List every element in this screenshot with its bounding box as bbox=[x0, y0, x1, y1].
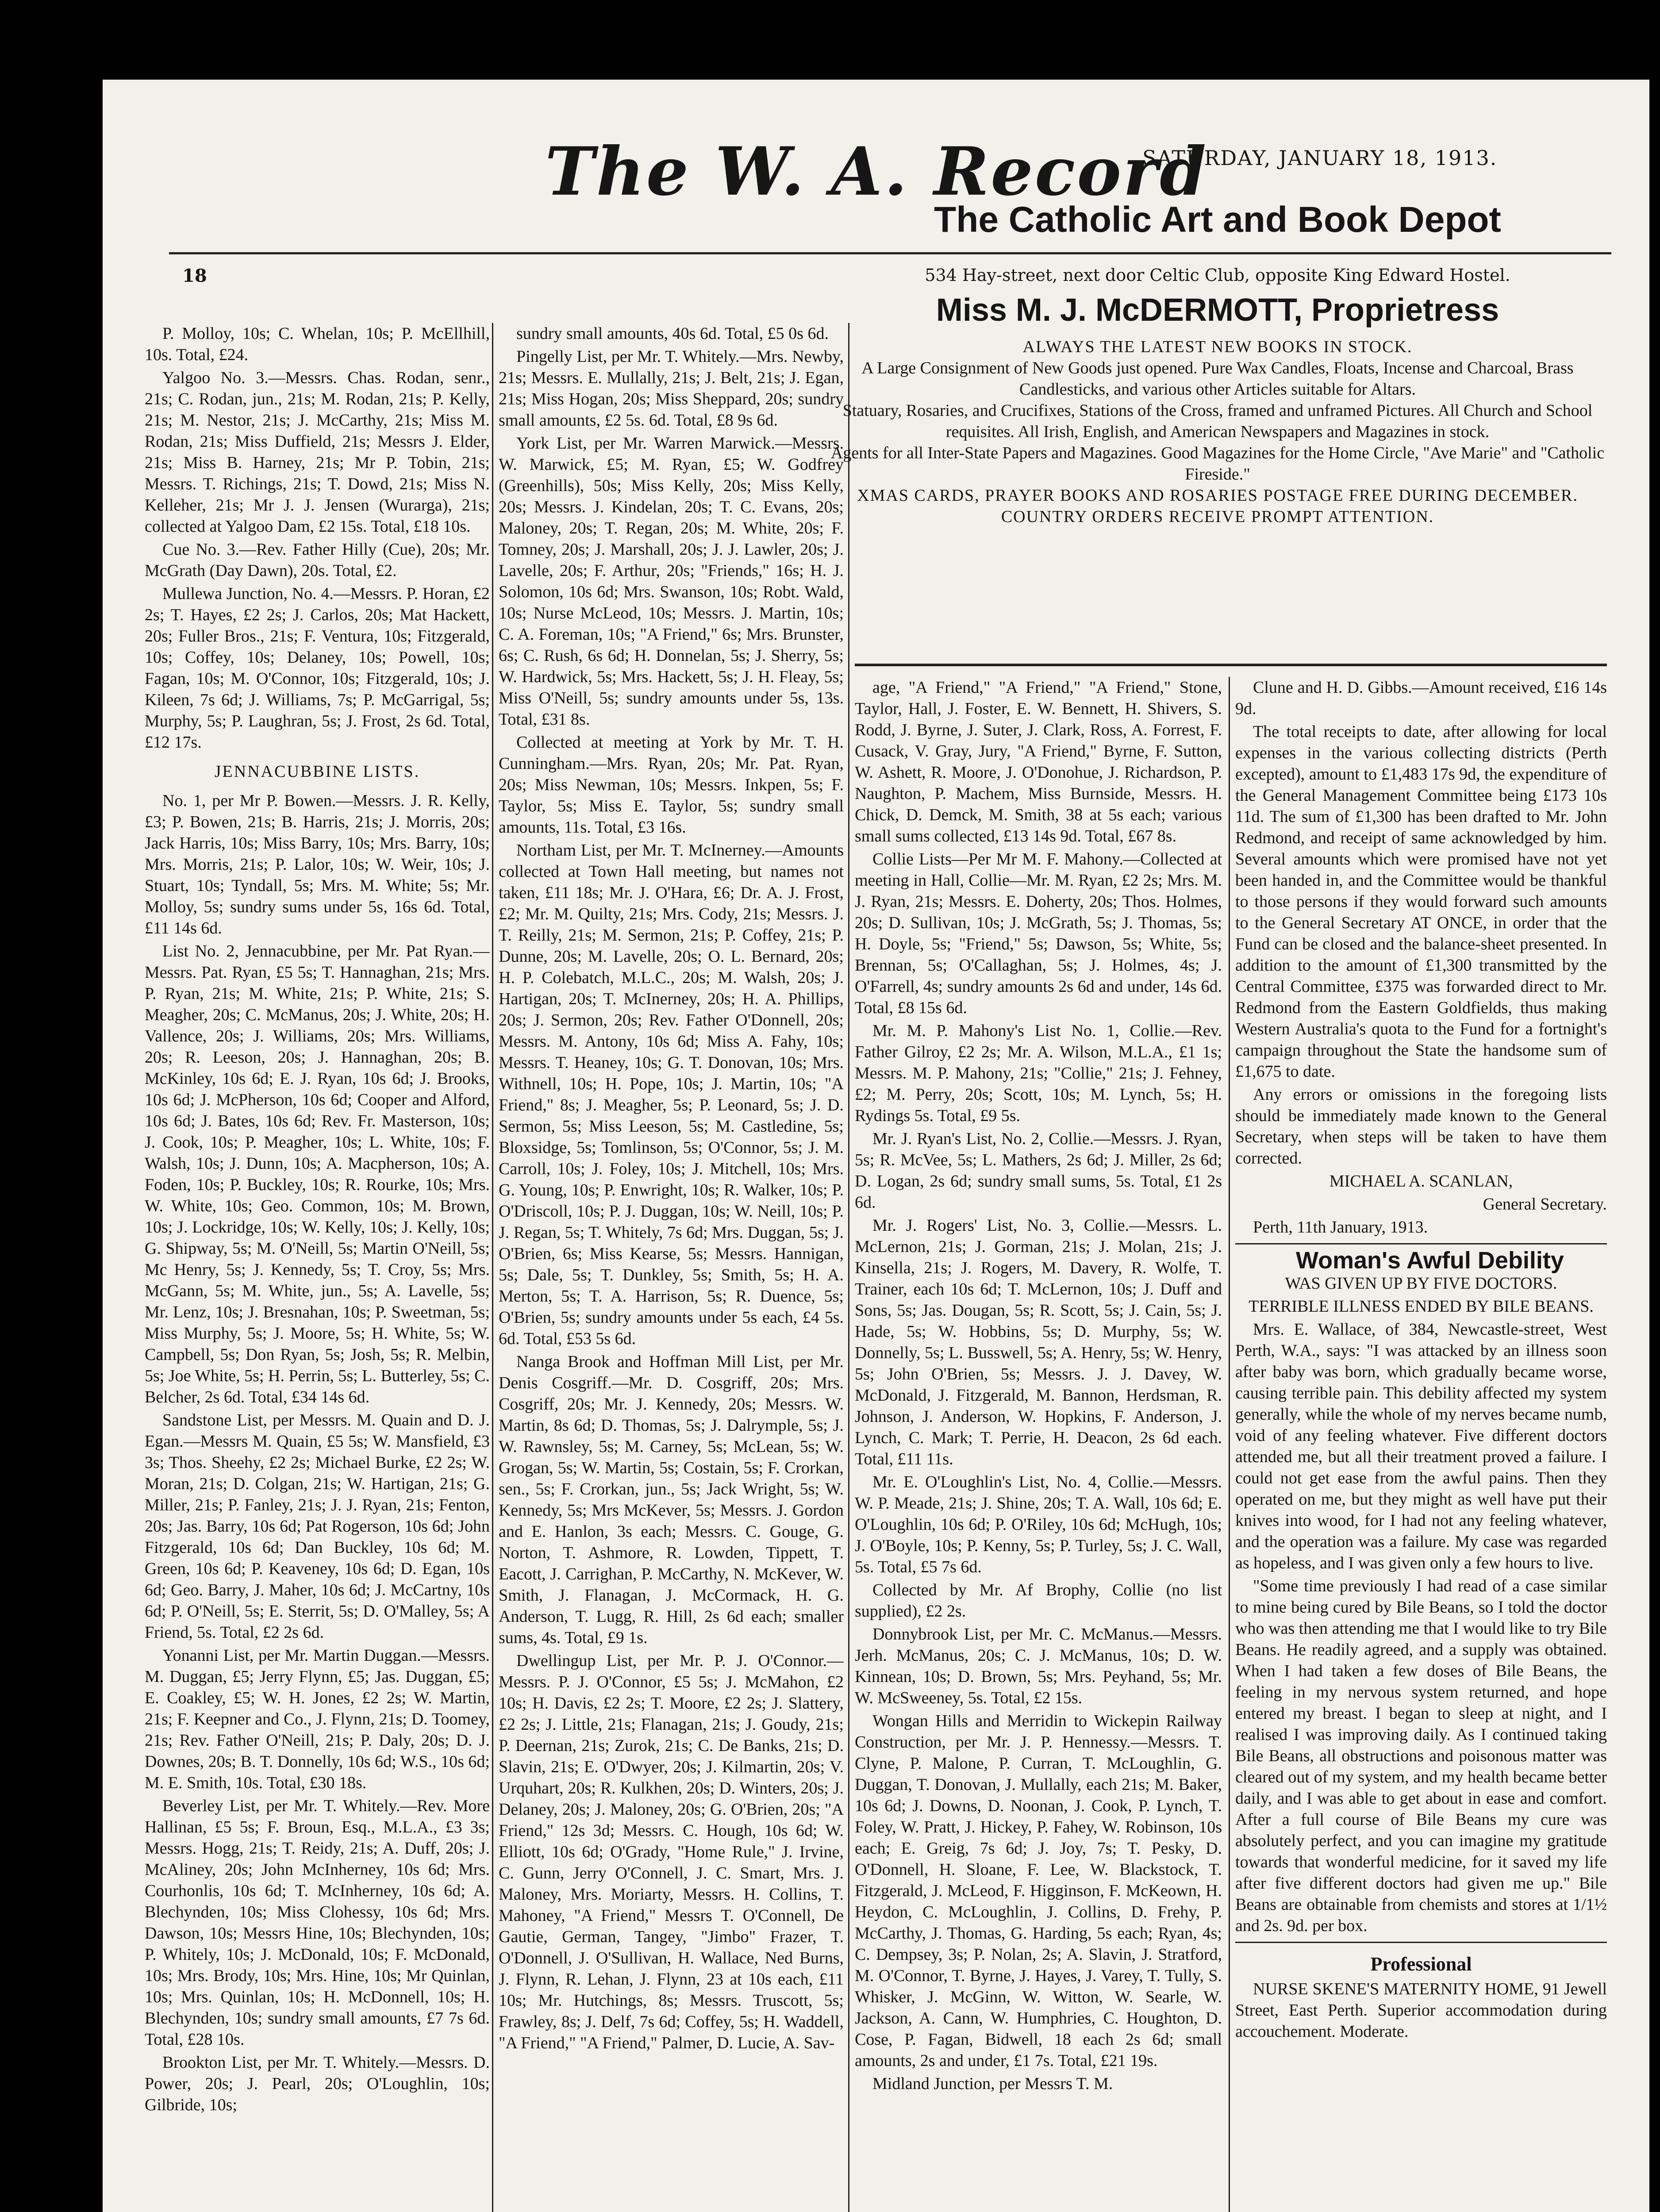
col4-para: The total receipts to date, after allowing for local expenses in the various collecting districts (Perth excepted), amount to £1,483 17s 9d, the expenditure of the General Management Committee being £173 10s 11d. The sum of £1,300 has been drafted to Mr. John Redmond, and receipt of same acknowledged by him. Several amounts which were promised have not yet been handed in, and the Committee would be thankful to those persons if they would forward such amounts to the General Secretary AT ONCE, in order that the Fund can be closed and the balance-sheet presented. In addition to the amount of £1,300 transmitted by the Central Committee, £375 was forwarded direct to Mr. Redmond from the Eastern Goldfields, thus making Western Australia's quota to the Fund for a fortnight's campaign throughout the State the handsome sum of £1,675 to date. bbox=[1235, 722, 1607, 1081]
section-rule bbox=[1235, 1942, 1607, 1943]
ad-title: The Catholic Art and Book Depot bbox=[934, 200, 1501, 240]
ad-line: XMAS CARDS, PRAYER BOOKS AND ROSARIES POSTAGE FREE DURING DECEMBER. bbox=[857, 486, 1578, 505]
ad-line: A Large Consignment of New Goods just opened. Pure Wax Candles, Floats, Incense and Charcoal, Brass Candlesticks, and various other Articles suitable for Altars. bbox=[861, 359, 1574, 399]
col1-para: Beverley List, per Mr. T. Whitely.—Rev. More Hallinan, £5 5s; F. Broun, Esq., M.L.A., £3 3s; Messrs. Hogg, 21s; T. Reidy, 21s; A. Duff, 20s; J. McAliney, 20s; John McInherney, 10s 6d; Mrs. Courhonlis, 10s 6d; T. McInherney, 10s 6d; A. Blechynden, 10s; Miss Clohessy, 10s 6d; Mrs. Dawson, 10s; Messrs Hine, 10s; Blechynden, 10s; P. Whitely, 10s; J. McDonald, 10s; F. McDonald, 10s; Mrs. Brody, 10s; Mrs. Hine, 10s; Mr Quinlan, 10s; Mrs. Quinlan, 10s; H. McDonnell, 10s; H. Blechynden, 10s; sundry small amounts, £7 7s 6d. Total, £28 10s. bbox=[145, 1797, 490, 2049]
col1-para: P. Molloy, 10s; C. Whelan, 10s; P. McEllhill, 10s. Total, £24. bbox=[145, 324, 490, 364]
signature-date: Perth, 11th January, 1913. bbox=[1253, 1218, 1428, 1237]
column-2 bbox=[499, 323, 844, 2212]
section-heading: JENNACUBBINE LISTS. bbox=[214, 762, 420, 781]
column-rule bbox=[848, 323, 849, 2212]
ad-line: Agents for all Inter-State Papers and Magazines. Good Magazines for the Home Circle, "Ave Marie" and "Catholic Fireside." bbox=[830, 444, 1605, 484]
col1-para: Sandstone List, per Messrs. M. Quain and D. J. Egan.—Messrs M. Quain, £5 5s; W. Mansfield, £3 3s; Thos. Sheehy, £2 2s; Michael Burke, £2 2s; W. Moran, 21s; D. Colgan, 21s; W. Hartigan, 21s; G. Miller, 21s; P. Fanley, 21s; J. J. Ryan, 21s; Fenton, 20s; Jas. Barry, 10s 6d; Pat Rogerson, 10s 6d; John Fitzgerald, 10s 6d; Dan Buckley, 10s 6d; M. Green, 10s 6d; P. Keaveney, 10s 6d; D. Egan, 10s 6d; Geo. Barry, J. Maher, 10s 6d; J. McCartny, 10s 6d; P. O'Neill, 5s; E. Sterrit, 5s; D. O'Malley, 5s; A Friend, 5s. Total, £2 2s 6d. bbox=[145, 1411, 490, 1642]
ad-line: COUNTRY ORDERS RECEIVE PROMPT ATTENTION. bbox=[1001, 507, 1434, 526]
ad-rule bbox=[855, 664, 1607, 666]
col4-para: Clune and H. D. Gibbs.—Amount received, £16 14s 9d. bbox=[1235, 678, 1607, 718]
col1-para: List No. 2, Jennacubbine, per Mr. Pat Ryan.—Messrs. Pat. Ryan, £5 5s; T. Hannaghan, 21s; Mrs. P. Ryan, 21s; M. White, 21s; P. White, 21s; S. Meagher, 20s; C. McManus, 20s; J. White, 20s; H. Vallence, 20s; J. Williams, 20s; Mrs. Williams, 20s; R. Leeson, 20s; J. Hannaghan, 20s; B. McKinley, 10s 6d; E. J. Ryan, 10s 6d; J. Brooks, 10s 6d; J. McPherson, 10s 6d; Cooper and Alford, 10s 6d; J. Bates, 10s 6d; Rev. Fr. Masterson, 10s; J. Cook, 10s; P. Meagher, 10s; L. White, 10s; F. Walsh, 10s; J. Dunn, 10s; A. Macpherson, 10s; A. Foden, 10s; P. Buckley, 10s; R. Rourke, 10s; Mrs. W. White, 10s; Geo. Common, 10s; M. Brown, 10s; J. Lockridge, 10s; W. Kelly, 10s; J. Kelly, 10s; G. Shipway, 5s; M. O'Neill, 5s; Martin O'Neill, 5s; Mc Henry, 5s; J. Kennedy, 5s; T. Croy, 5s; Mrs. McGann, 5s; M. White, jun., 5s; A. Lavelle, 5s; Mr. Lenz, 10s; J. Bresnahan, 10s; P. Sweetman, 5s; Miss Murphy, 5s; J. Moore, 5s; H. White, 5s; W. Campbell, 5s; Don Ryan, 5s; Josh, 5s; R. Melbin, 5s; Joe White, 5s; H. Perrin, 5s; L. Butterley, 5s; C. Belcher, 2s 6d. Total, £34 14s 6d. bbox=[145, 942, 490, 1406]
col1-para: Brookton List, per Mr. T. Whitely.—Messrs. D. Power, 20s; J. Pearl, 20s; O'Loughlin, 10s; Gilbride, 10s; bbox=[145, 2053, 490, 2114]
col3-para: Wongan Hills and Merridin to Wickepin Railway Construction, per Mr. J. P. Hennessy.—Messrs. T. Clyne, P. Malone, P. Curran, T. McLoughlin, G. Duggan, T. Donovan, J. Mullally, each 21s; M. Baker, 10s 6d; J. Downs, D. Noonan, J. Cook, P. Lynch, T. Foley, W. Pratt, J. Hickey, P. Fahey, W. Robinson, 10s each; E. Greig, 7s 6d; J. Joy, 7s; T. Pesky, D. O'Donnell, H. Sloane, F. Lee, W. Blackstock, T. Fitzgerald, J. McLeod, F. Higginson, F. McKeown, H. Heydon, C. McLoughlin, J. Collins, D. Frehy, P. McCarthy, J. Thomas, G. Harding, 5s each; Ryan, 4s; C. Dempsey, 3s; P. Nolan, 2s; A. Slavin, J. Stratford, M. O'Connor, T. Byrne, J. Hayes, J. Varey, T. Tully, S. Whisker, J. McGinn, W. Witton, W. Searle, W. Jackson, A. Cann, W. Humphries, C. Houghton, D. Cose, P. Fagan, Bidwell, 18 each 2s 6d; small amounts, 2s and under, £1 7s. Total, £21 19s. bbox=[855, 1712, 1222, 2070]
col3-para: Mr. J. Rogers' List, No. 3, Collie.—Messrs. L. McLernon, 21s; J. Gorman, 21s; J. Molan, 21s; J. Kinsella, 21s; J. Rogers, M. Davery, R. Wolfe, T. Trainer, each 10s 6d; T. McLernon, 10s; J. Duff and Sons, 5s; Jas. Dougan, 5s; R. Scott, 5s; J. Cain, 5s; J. Hade, 5s; W. Hobbins, 5s; D. Murphy, 5s; W. Donnelly, 5s; L. Busswell, 5s; A. Henry, 5s; W. Henry, 5s; John O'Brien, 5s; Messrs. J. J. Davey, W. McDonald, J. Fitzgerald, M. Bannon, Herdsman, R. Johnson, J. Anderson, W. Hopkins, F. Anderson, J. Lynch, C. Mark; T. Perrie, H. Deacon, 2s 6d each. Total, £11 11s. bbox=[855, 1216, 1222, 1468]
ad-line: Statuary, Rosaries, and Crucifixes, Stations of the Cross, framed and unframed Pictures. All Church and School requisites. All Irish, English, and American Newspapers and Magazines in stock. bbox=[842, 401, 1593, 441]
masthead: The W. A. Record bbox=[545, 133, 1208, 211]
signature-title: General Secretary. bbox=[1483, 1195, 1607, 1214]
ad-address: 534 Hay-street, next door Celtic Club, opposite King Edward Hostel. bbox=[925, 265, 1510, 285]
debility-title: Woman's Awful Debility bbox=[1296, 1247, 1564, 1274]
page-number: 18 bbox=[182, 265, 207, 286]
professional-notice: NURSE SKENE'S MATERNITY HOME, 91 Jewell Street, East Perth. Superior accommodation during accouchement. Moderate. bbox=[1235, 1980, 1607, 2041]
col2-para: sundry small amounts, 40s 6d. Total, £5 0s 6d. bbox=[516, 324, 829, 343]
debility-subhead: TERRIBLE ILLNESS ENDED BY BILE BEANS. bbox=[1249, 1297, 1594, 1316]
section-rule bbox=[1235, 1243, 1607, 1244]
col1-para: Mullewa Junction, No. 4.—Messrs. P. Horan, £2 2s; T. Hayes, £2 2s; J. Carlos, 20s; Mat Hackett, 20s; Fuller Bros., 21s; F. Ventura, 10s; Fitzgerald, 10s; Coffey, 10s; Delaney, 10s; Powell, 10s; Fagan, 10s; M. O'Connor, 10s; Fitzgerald, 10s; J. Kileen, 7s 6d; J. Williams, 7s; P. McGarrigal, 5s; Murphy, 5s; P. Laughran, 5s; J. Frost, 2s 6d. Total, £12 17s. bbox=[145, 584, 490, 752]
col2-para: Collected at meeting at York by Mr. T. H. Cunningham.—Mrs. Ryan, 20s; Mr. Pat. Ryan, 20s; Miss Newman, 10s; Messrs. Inkpen, 5s; F. Taylor, 5s; Miss E. Taylor, 5s; sundry small amounts, 11s. Total, £3 16s. bbox=[499, 733, 844, 837]
col2-para: Dwellingup List, per Mr. P. J. O'Connor.—Messrs. P. J. O'Connor, £5 5s; J. McMahon, £2 10s; H. Davis, £2 2s; T. Moore, £2 2s; J. Slattery, £2 2s; J. Little, 21s; Flanagan, 21s; J. Goudy, 21s; P. Deernan, 21s; Zurok, 21s; C. De Banks, 21s; D. Slavin, 21s; E. O'Dwyer, 20s; J. Kilmartin, 20s; V. Urquhart, 20s; R. Kulkhen, 20s; D. Winters, 20s; J. Delaney, 20s; J. Maloney, 20s; G. O'Brien, 20s; "A Friend," 12s 3d; Messrs. C. Hough, 10s 6d; W. Elliott, 10s 6d; O'Grady, "Home Rule," J. Irvine, C. Gunn, Jerry O'Connell, J. C. Smart, Mrs. J. Maloney, Mrs. Moriarty, Messrs. H. Collins, T. Mahoney, "A Friend," Messrs T. O'Connell, De Gautie, German, Tangey, "Jimbo" Frazer, T. O'Donnell, J. O'Sullivan, H. Wallace, Ned Burns, J. Flynn, R. Lehan, J. Flynn, 23 at 10s each, £11 10s; Mr. Hutchings, 8s; Messrs. Truscott, 5s; Frawley, 8s; J. Delf, 7s 6d; Coffey, 5s; H. Waddell, "A Friend," "A Friend," Palmer, D. Lucie, A. Sav- bbox=[499, 1651, 844, 2052]
col2-para: Nanga Brook and Hoffman Mill List, per Mr. Denis Cosgriff.—Mr. D. Cosgriff, 20s; Mrs. Cosgriff, 20s; Mr. J. Kennedy, 20s; Messrs. W. Martin, 8s 6d; D. Thomas, 5s; J. Dalrymple, 5s; J. W. Rawnsley, 5s; M. Carney, 5s; McLean, 5s; W. Grogan, 5s; W. Martin, 5s; Costain, 5s; F. Crorkan, sen., 5s; F. Crorkan, jun., 5s; Jack Wright, 5s; W. Kennedy, 5s; Mrs McKever, 5s; Messrs. J. Gordon and E. Hanlon, 3s each; Messrs. C. Gouge, G. Norton, T. Ashmore, R. Lowden, Tippett, T. Eacott, J. Carrighan, P. McCarthy, N. McKever, W. Smith, J. Flanagan, J. McCormack, H. G. Anderson, T. Lugg, R. Hill, 2s 6d each; smaller sums, 4s. Total, £9 1s. bbox=[499, 1352, 844, 1647]
col3-para: Collie Lists—Per Mr M. F. Mahony.—Collected at meeting in Hall, Collie—Mr. M. Ryan, £2 2s; Mrs. M. J. Ryan, 21s; Messrs. E. Doherty, 20s; Thos. Holmes, 20s; D. Sullivan, 10s; J. McGrath, 5s; J. Thomas, 5s; H. Doyle, 5s; "Friend," 5s; Dawson, 5s; White, 5s; Brennan, 5s; O'Callaghan, 5s; J. Holmes, 4s; J. O'Farrell, 4s; sundry amounts 2s 6d and under, 14s 6d. Total, £8 15s 6d. bbox=[855, 850, 1222, 1017]
col4-para: Any errors or omissions in the foregoing lists should be immediately made known to the General Secretary, when steps will be taken to have them corrected. bbox=[1235, 1085, 1607, 1167]
col2-para: Northam List, per Mr. T. McInerney.—Amounts collected at Town Hall meeting, but names not taken, £11 18s; Mr. J. O'Hara, £6; Dr. A. J. Frost, £2; Mr. M. Quilty, 21s; Mrs. Cody, 21s; Messrs. J. T. Reilly, 21s; M. Sermon, 21s; P. Coffey, 21s; P. Dunne, 20s; M. Lavelle, 20s; O. L. Bernard, 20s; H. P. Colebatch, M.L.C., 20s; M. Walsh, 20s; J. Hartigan, 20s; T. McInerney, 20s; H. A. Phillips, 20s; J. Sermon, 20s; Rev. Father O'Donnell, 20s; Messrs. M. Antony, 10s 6d; Miss A. Fahy, 10s; Messrs. T. Heaney, 10s; G. T. Donovan, 10s; Mrs. Withnell, 10s; H. Pope, 10s; J. Martin, 10s; "A Friend," 8s; J. Meagher, 5s; P. Leonard, 5s; J. D. Sermon, 5s; Miss Leeson, 5s; M. Castledine, 5s; Bloxsidge, 5s; Tomlinson, 5s; O'Connor, 5s; J. M. Carroll, 10s; J. Foley, 10s; J. Mitchell, 10s; Mrs. G. Young, 10s; P. Enwright, 10s; R. Walker, 10s; P. O'Driscoll, 10s; P. J. Duggan, 10s; W. Neill, 10s; P. J. Regan, 5s; T. Whitely, 7s 6d; Mrs. Duggan, 5s; J. O'Brien, 6s; Miss Kearse, 5s; Messrs. Hannigan, 5s; Dale, 5s; T. Dunkley, 5s; Smith, 5s; H. A. Merton, 5s; T. A. Harrison, 5s; R. Duence, 5s; O'Brien, 5s; sundry amounts under 5s each, £4 5s. 6d. Total, £53 5s 6d. bbox=[499, 841, 844, 1348]
masthead-rule bbox=[169, 252, 1611, 254]
col3-para: Mr. E. O'Loughlin's List, No. 4, Collie.—Messrs. W. P. Meade, 21s; J. Shine, 20s; T. A. Wall, 10s 6d; E. O'Loughlin, 10s 6d; P. O'Riley, 10s 6d; McHugh, 10s; J. O'Boyle, 10s; P. Kenny, 5s; P. Turley, 5s; J. C. Wall, 5s. Total, £5 7s 6d. bbox=[855, 1473, 1222, 1576]
ad-body bbox=[828, 336, 1607, 527]
col3-para: age, "A Friend," "A Friend," "A Friend," Stone, Taylor, Hall, J. Foster, E. W. Bennett, H. Shivers, S. Rodd, J. Byrne, J. Suter, J. Clark, Ross, A. Forrest, F. Cusack, V. Gray, Jury, "A Friend," Byrne, F. Sutton, W. Ashett, R. Moore, J. O'Donohue, J. Richardson, P. Naughton, P. Machem, Miss Burnside, Messrs. H. Chick, D. Demck, M. Smith, 38 at 5s each; various small sums collected, £13 14s 9d. Total, £67 8s. bbox=[855, 678, 1222, 845]
column-rule bbox=[492, 323, 493, 2212]
ad-proprietress: Miss M. J. McDERMOTT, Proprietress bbox=[936, 292, 1499, 328]
col2-para: Pingelly List, per Mr. T. Whitely.—Mrs. Newby, 21s; Messrs. E. Mullally, 21s; J. Belt, 21s; J. Egan, 21s; Miss Hogan, 20s; Miss Sheppard, 20s; sundry small amounts, £2 5s. 6d. Total, £8 9s 6d. bbox=[499, 347, 844, 430]
col1-para: Yalgoo No. 3.—Messrs. Chas. Rodan, senr., 21s; C. Rodan, jun., 21s; M. Rodan, 21s; P. Kelly, 21s; M. Nestor, 21s; J. McCarthy, 21s; Miss M. Rodan, 21s; Miss Duffield, 21s; Messrs J. Elder, 21s; Miss B. Harney, 21s; Mr P. Tobin, 21s; Messrs. T. Richings, 21s; T. Dowd, 21s; Miss N. Kelleher, 21s; Mr J. J. Jensen (Wurarga), 21s; collected at Yalgoo Dam, £2 15s. Total, £18 10s. bbox=[145, 369, 490, 536]
col1-para: No. 1, per Mr P. Bowen.—Messrs. J. R. Kelly, £3; P. Bowen, 21s; B. Harris, 21s; J. Morris, 20s; Jack Harris, 10s; Miss Barry, 10s; Mrs. Barry, 10s; Mrs. Morris, 21s; P. Lalor, 10s; W. Weir, 10s; J. Stuart, 10s; Tyndall, 5s; Mrs. M. White; 5s; Mr. Molloy, 5s; sundry sums under 5s, 16s 6d. Total, £11 14s 6d. bbox=[145, 791, 490, 937]
column-4 bbox=[1235, 677, 1607, 2212]
column-1 bbox=[145, 323, 490, 2212]
signature-name: MICHAEL A. SCANLAN, bbox=[1329, 1172, 1513, 1190]
col3-para: Mr. J. Ryan's List, No. 2, Collie.—Messrs. J. Ryan, 5s; R. McVee, 5s; L. Mathers, 2s 6d; J. Miller, 2s 6d; D. Logan, 2s 6d; sundry small sums, 5s. Total, £1 2s 6d. bbox=[855, 1129, 1222, 1212]
ad-line: ALWAYS THE LATEST NEW BOOKS IN STOCK. bbox=[1022, 338, 1413, 356]
issue-date: SATURDAY, JANUARY 18, 1913. bbox=[1142, 146, 1498, 170]
newspaper-page bbox=[103, 80, 1649, 2212]
col1-para: Cue No. 3.—Rev. Father Hilly (Cue), 20s; Mr. McGrath (Day Dawn), 20s. Total, £2. bbox=[145, 540, 490, 580]
column-3 bbox=[855, 677, 1222, 2212]
debility-para: "Some time previously I had read of a case similar to mine being cured by Bile Beans, so I told the doctor who was then attending me that I would like to try Bile Beans. He readily agreed, and a supply was obtained. When I had taken a few doses of Bile Beans, the feeling in my nervous system returned, and hope entered my breast. I began to sleep at night, and I realised I was improving daily. As I continued taking Bile Beans, all obstructions and poisonous matter was cleared out of my system, and my health became better daily, and I was able to get about in ease and comfort. After a full course of Bile Beans my cure was absolutely perfect, and you can imagine my gratitude towards that wonderful medicine, for it saved my life after five different doctors had given me up." Bile Beans are obtainable from chemists and stores at 1/1½ and 2s. 9d. per box. bbox=[1235, 1577, 1607, 1935]
col2-para: York List, per Mr. Warren Marwick.—Messrs. W. Marwick, £5; M. Ryan, £5; W. Godfrey (Greenhills), 50s; Miss Kelly, 20s; Miss Kelly, 20s; Messrs. J. Kindelan, 20s; T. C. Evans, 20s; Maloney, 20s; T. Regan, 20s; M. White, 20s; F. Tomney, 20s; J. Marshall, 20s; J. J. Lawler, 20s; J. Lavelle, 20s; F. Arthur, 20s; "Friends," 16s; H. J. Solomon, 10s 6d; Mrs. Swanson, 10s; Robt. Wald, 10s; Nurse McLeod, 10s; Messrs. J. Martin, 10s; C. A. Foreman, 10s; "A Friend," 6s; Mrs. Brunster, 6s; C. Rush, 6s 6d; H. Donnelan, 5s; J. Sherry, 5s; W. Hardwick, 5s; Mrs. Hackett, 5s; J. H. Fleay, 5s; Miss O'Neill, 5s; sundry amounts under 5s, 13s. Total, £31 8s. bbox=[499, 434, 844, 729]
col3-para: Midland Junction, per Messrs T. M. bbox=[872, 2074, 1113, 2093]
debility-subhead: WAS GIVEN UP BY FIVE DOCTORS. bbox=[1285, 1274, 1557, 1293]
professional-heading: Professional bbox=[1370, 1953, 1472, 1975]
column-rule bbox=[1229, 677, 1230, 2212]
col1-para: Yonanni List, per Mr. Martin Duggan.—Messrs. M. Duggan, £5; Jerry Flynn, £5; Jas. Duggan, £5; E. Coakley, £5; W. H. Jones, £2 2s; W. Martin, 21s; F. Keepner and Co., J. Flynn, 21s; D. Toomey, 21s; Rev. Father O'Neill, 21s; P. Daly, 20s; D. J. Downes, 20s; B. T. Donnelly, 10s 6d; W.S., 10s 6d; M. E. Smith, 10s. Total, £30 18s. bbox=[145, 1646, 490, 1792]
col3-para: Donnybrook List, per Mr. C. McManus.—Messrs. Jerh. McManus, 20s; C. J. McManus, 10s; D. W. Kinnean, 10s; D. Brown, 5s; Mrs. Peyhand, 5s; Mr. W. McSweeney, 5s. Total, £2 15s. bbox=[855, 1625, 1222, 1707]
col3-para: Collected by Mr. Af Brophy, Collie (no list supplied), £2 2s. bbox=[855, 1581, 1222, 1621]
col3-para: Mr. M. P. Mahony's List No. 1, Collie.—Rev. Father Gilroy, £2 2s; Mr. A. Wilson, M.L.A., £1 1s; Messrs. M. P. Mahony, 21s; "Collie," 21s; J. Fehney, £2; M. Perry, 20s; Scott, 10s; M. Lynch, 5s; H. Rydings 5s. Total, £9 5s. bbox=[855, 1022, 1222, 1125]
debility-para: Mrs. E. Wallace, of 384, Newcastle-street, West Perth, W.A., says: "I was attacked by an illness soon after baby was born, which gradually became worse, causing terrible pain. This debility affected my system generally, while the whole of my nerves became numb, void of any feeling whatever. Five different doctors attended me, but all their treatment proved a failure. I could not get ease from the awful pains. Then they operated on me, but they might as well have put their knives into wood, for I had not any feeling whatever, and the operation was a failure. My case was regarded as hopeless, and I was given only a few hours to live. bbox=[1235, 1320, 1607, 1572]
